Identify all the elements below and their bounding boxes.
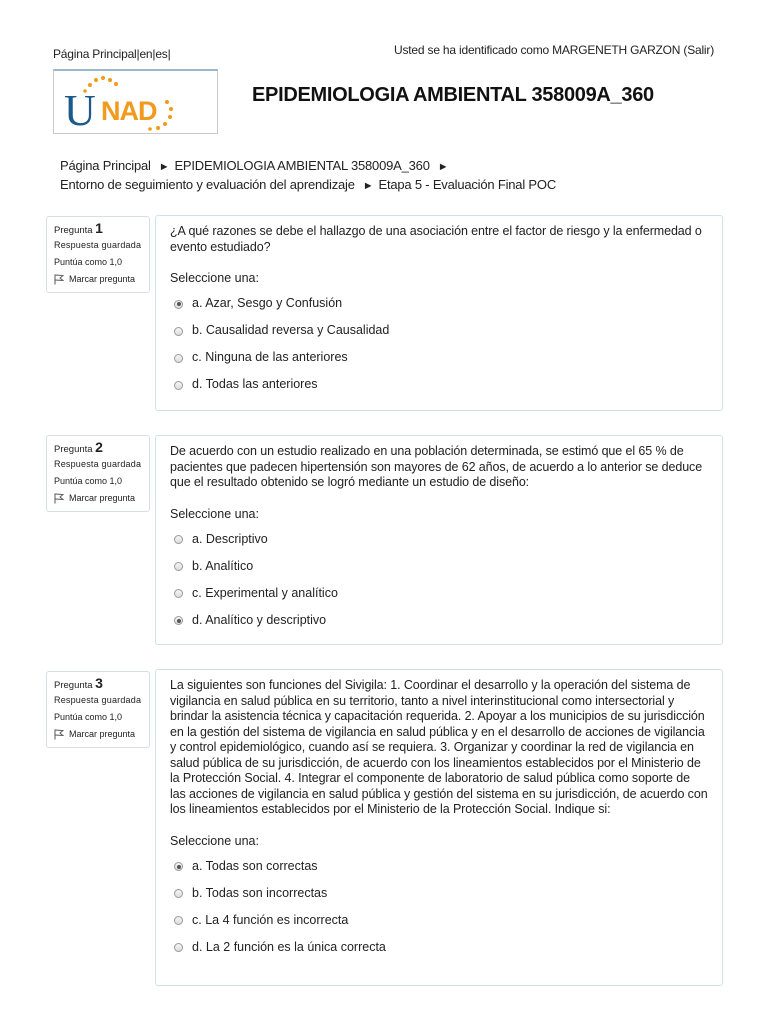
answer-prompt: Seleccione una: bbox=[170, 271, 259, 285]
radio-button[interactable] bbox=[174, 354, 183, 363]
nav-separator: | bbox=[136, 47, 140, 61]
answer-label[interactable]: b. Analítico bbox=[192, 558, 254, 573]
question-content bbox=[155, 215, 723, 411]
answer-option[interactable] bbox=[170, 526, 708, 553]
radio-button[interactable] bbox=[174, 562, 183, 571]
breadcrumb-section[interactable]: Entorno de seguimiento y evaluación del aprendizaje bbox=[60, 177, 355, 192]
unad-logo-image bbox=[54, 71, 217, 133]
answer-list bbox=[170, 526, 708, 634]
answer-option[interactable] bbox=[170, 880, 708, 907]
login-info[interactable]: Usted se ha identificado como MARGENETH GARZON (Salir) bbox=[394, 43, 714, 57]
answer-option[interactable] bbox=[170, 372, 708, 399]
answer-option[interactable] bbox=[170, 907, 708, 934]
flag-label: Marcar pregunta bbox=[69, 729, 136, 739]
flag-label: Marcar pregunta bbox=[69, 274, 136, 284]
breadcrumb-course[interactable]: EPIDEMIOLOGIA AMBIENTAL 358009A_360 bbox=[174, 158, 430, 173]
answer-label[interactable]: c. La 4 función es incorrecta bbox=[192, 912, 349, 927]
svg-text:NAD: NAD bbox=[101, 96, 157, 126]
svg-text:U: U bbox=[64, 86, 96, 133]
question-state: Respuesta guardada bbox=[54, 240, 142, 250]
radio-button[interactable] bbox=[174, 862, 183, 871]
flag-icon bbox=[54, 274, 64, 285]
answer-label[interactable]: b. Causalidad reversa y Causalidad bbox=[192, 323, 390, 338]
answer-option[interactable] bbox=[170, 580, 708, 607]
answer-option[interactable] bbox=[170, 318, 708, 345]
flag-question-button[interactable] bbox=[54, 729, 143, 740]
question-label: Pregunta bbox=[54, 680, 93, 691]
question-state: Respuesta guardada bbox=[54, 459, 142, 469]
breadcrumb bbox=[60, 157, 556, 195]
answer-list bbox=[170, 853, 708, 961]
question-info bbox=[46, 216, 150, 293]
nav-separator: | bbox=[167, 47, 171, 61]
answer-option[interactable] bbox=[170, 291, 708, 318]
flag-icon bbox=[54, 729, 64, 740]
question-state: Respuesta guardada bbox=[54, 695, 142, 705]
question-number: 2 bbox=[95, 439, 103, 455]
question-number: 1 bbox=[95, 220, 103, 236]
question-grade: Puntúa como 1,0 bbox=[54, 476, 123, 486]
question-text: La siguientes son funciones del Sivigila: 1. Coordinar el desarrollo y la operación del sistema de vigilancia en salud pública en su territorio, tanto a nivel interinstitucional como intersectorial y brindar la asistencia técnica y capacitación requerida. 2. Apoyar a los municipios de su jurisdicción en la gestión del sistema de vigilancia en salud pública y en el desarrollo de acciones de vigilancia y control epidemiológico, cuando así se requiera. 3. Organizar y coordinar la red de vigilancia en salud pública de su jurisdicción, de acuerdo con los lineamientos establecidos por el Ministerio de la Protección Social. 4. Integrar el componente de laboratorio de salud pública como soporte de las acciones de vigilancia en salud pública y gestión del sistema en su jurisdicción, de acuerdo con los lineamientos establecidos por el Ministerio de la Protección Social. Indique si: bbox=[170, 678, 708, 816]
answer-label[interactable]: c. Ninguna de las anteriores bbox=[192, 350, 348, 365]
question-grade: Puntúa como 1,0 bbox=[54, 257, 123, 267]
answer-label[interactable]: a. Todas son correctas bbox=[192, 858, 318, 873]
question-content bbox=[155, 435, 723, 645]
question-number: 3 bbox=[95, 675, 103, 691]
radio-button[interactable] bbox=[174, 616, 183, 625]
answer-label[interactable]: d. Todas las anteriores bbox=[192, 377, 318, 392]
question-text: ¿A qué razones se debe el hallazgo de una asociación entre el factor de riesgo y la enfermedad o evento estudiado? bbox=[170, 224, 702, 254]
nav-separator: | bbox=[152, 47, 156, 61]
answer-option[interactable] bbox=[170, 853, 708, 880]
answer-list bbox=[170, 291, 708, 399]
answer-prompt: Seleccione una: bbox=[170, 506, 259, 521]
radio-button[interactable] bbox=[174, 535, 183, 544]
answer-option[interactable] bbox=[170, 345, 708, 372]
answer-label[interactable]: a. Descriptivo bbox=[192, 531, 268, 546]
flag-label: Marcar pregunta bbox=[69, 493, 136, 503]
answer-option[interactable] bbox=[170, 934, 708, 961]
flag-icon bbox=[54, 493, 64, 504]
question-label: Pregunta bbox=[54, 225, 93, 236]
question-content bbox=[155, 669, 723, 986]
answer-option[interactable] bbox=[170, 607, 708, 634]
radio-button[interactable] bbox=[174, 300, 183, 309]
radio-button[interactable] bbox=[174, 943, 183, 952]
answer-prompt: Seleccione una: bbox=[170, 833, 259, 848]
answer-label[interactable]: a. Azar, Sesgo y Confusión bbox=[192, 296, 343, 311]
breadcrumb-quiz[interactable]: Etapa 5 - Evaluación Final POC bbox=[378, 177, 557, 192]
radio-button[interactable] bbox=[174, 916, 183, 925]
breadcrumb-home[interactable]: Página Principal bbox=[60, 158, 151, 173]
answer-label[interactable]: d. Analítico y descriptivo bbox=[192, 612, 327, 627]
flag-question-button[interactable] bbox=[54, 493, 143, 504]
breadcrumb-separator: ► bbox=[362, 180, 374, 192]
answer-label[interactable]: b. Todas son incorrectas bbox=[192, 885, 328, 900]
answer-label[interactable]: c. Experimental y analítico bbox=[192, 585, 338, 600]
radio-button[interactable] bbox=[174, 381, 183, 390]
question-grade: Puntúa como 1,0 bbox=[54, 712, 123, 722]
course-title: EPIDEMIOLOGIA AMBIENTAL 358009A_360 bbox=[252, 84, 654, 106]
answer-option[interactable] bbox=[170, 553, 708, 580]
breadcrumb-separator: ► bbox=[437, 161, 449, 173]
lang-en-link[interactable]: en bbox=[139, 47, 153, 61]
radio-button[interactable] bbox=[174, 589, 183, 598]
question-info bbox=[46, 671, 150, 748]
answer-label[interactable]: d. La 2 función es la única correcta bbox=[192, 939, 386, 954]
radio-button[interactable] bbox=[174, 327, 183, 336]
home-link[interactable]: Página Principal bbox=[53, 47, 137, 61]
breadcrumb-separator: ► bbox=[158, 161, 170, 173]
question-info bbox=[46, 435, 150, 512]
question-text: De acuerdo con un estudio realizado en una población determinada, se estimó que el 65 % de pacientes que padecen hipertensión son mayores de 62 años, de acuerdo a lo anterior se deduce que el resultado obtenido se logró mediante un estudio de diseño: bbox=[170, 444, 703, 489]
flag-question-button[interactable] bbox=[54, 274, 143, 285]
radio-button[interactable] bbox=[174, 889, 183, 898]
lang-es-link[interactable]: es bbox=[155, 47, 168, 61]
question-label: Pregunta bbox=[54, 444, 93, 455]
unad-logo[interactable] bbox=[53, 69, 218, 134]
top-nav bbox=[53, 47, 171, 61]
